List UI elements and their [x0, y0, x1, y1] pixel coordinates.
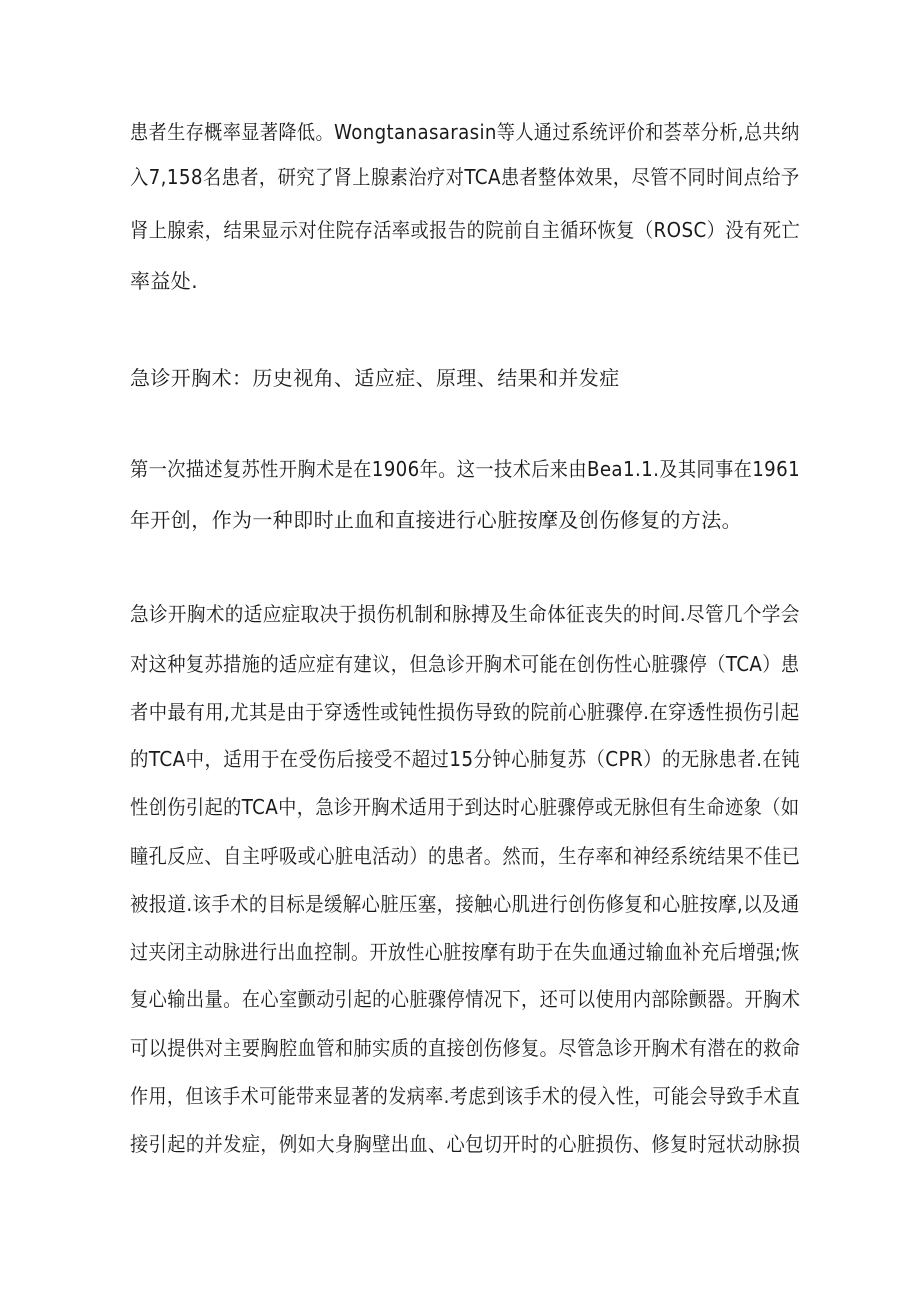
- heading-text: 急诊开胸术：历史视角、适应症、原理、结果和并发症: [130, 366, 620, 390]
- paragraph-indications: [130, 600, 800, 1250]
- text-line: 过夹闭主动脉进行出血控制。开放性心脏按摩有助于在失血通过输血补充后增强;恢: [130, 940, 800, 964]
- text-line: 接引起的并发症，例如大身胸壁出血、心包切开时的心脏损伤、修复时冠状动脉损: [130, 1132, 801, 1156]
- text-line: 者中最有用,尤其是由于穿透性或钝性损伤导致的院前心脏骤停.在穿透性损伤引起: [130, 700, 800, 724]
- text-line: 复心输出量。在心室颤动引起的心脏骤停情况下，还可以使用内部除颤器。开胸术: [130, 987, 801, 1011]
- text-line: 入7,158名患者，研究了肾上腺素治疗对TCA患者整体效果，尽管不同时间点给予: [130, 165, 800, 189]
- section-heading: [130, 364, 800, 394]
- text-line: 年开创，作为一种即时止血和直接进行心脏按摩及创伤修复的方法。: [130, 508, 742, 532]
- text-line: 患者生存概率显著降低。Wongtanasarasin等人通过系统评价和荟萃分析,总共纳: [130, 120, 800, 144]
- paragraph-history: [130, 455, 800, 535]
- text-line: 瞳孔反应、自主呼吸或心脏电活动）的患者。然而，生存率和神经系统结果不佳已: [130, 844, 801, 868]
- text-line: 对这种复苏措施的适应症有建议，但急诊开胸术可能在创伤性心脏骤停（TCA）患: [130, 652, 800, 676]
- text-line: 第一次描述复苏性开胸术是在1906年。这一技术后来由Bea1.1.及其同事在1961: [130, 457, 801, 481]
- text-line: 肾上腺索，结果显示对住院存活率或报告的院前自主循环恢复（ROSC）没有死亡: [130, 218, 801, 242]
- text-line: 率益处.: [130, 269, 198, 293]
- paragraph-intro: [130, 118, 800, 296]
- text-line: 作用，但该手术可能带来显著的发病率.考虑到该手术的侵入性，可能会导致手术直: [130, 1084, 801, 1108]
- text-line: 性创伤引起的TCA中，急诊开胸术适用于到达时心脏骤停或无脉但有生命迹象（如: [130, 795, 800, 819]
- text-line: 急诊开胸术的适应症取决于损伤机制和脉搏及生命体征丧失的时间.尽管几个学会: [130, 602, 800, 626]
- text-line: 可以提供对主要胸腔血管和肺实质的直接创伤修复。尽管急诊开胸术有潜在的救命: [130, 1036, 801, 1060]
- text-line: 的TCA中，适用于在受伤后接受不超过15分钟心肺复苏（CPR）的无脉患者.在钝: [130, 747, 801, 771]
- text-line: 被报道.该手术的目标是缓解心脏压塞，接触心肌进行创伤修复和心脏按摩,以及通: [130, 892, 800, 916]
